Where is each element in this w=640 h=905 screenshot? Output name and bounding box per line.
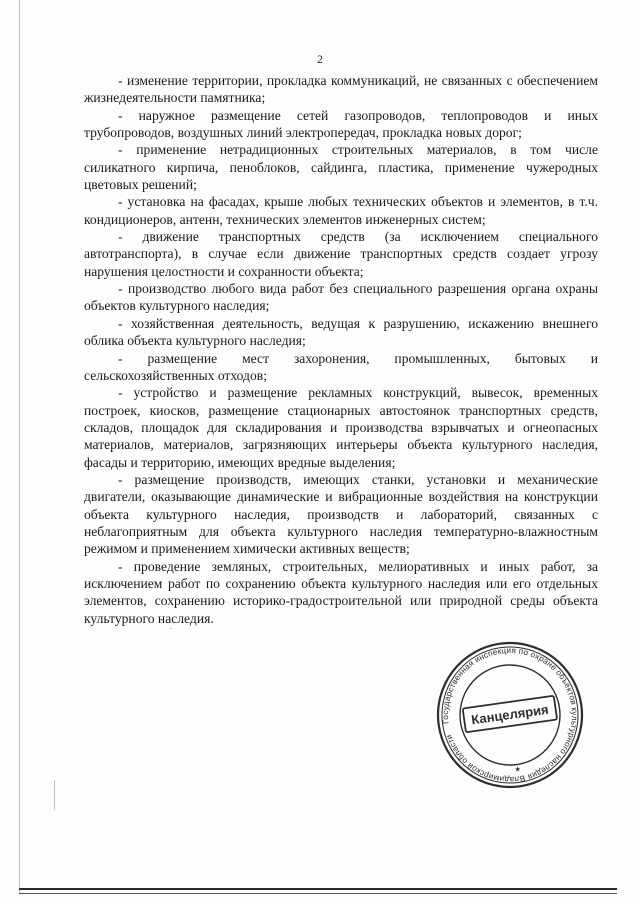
stamp-star-icon: ★ [513, 765, 522, 774]
scan-mark [170, 628, 172, 629]
paragraph-materials: - применение нетрадиционных строительных материалов, в том числе силикатного кирпича, пеноблоков, сайдинга, пластика, применение чужеродных цветовых решений; [84, 142, 598, 193]
paragraph-waste-disposal: - размещение мест захоронения, промышленных, бытовых и сельскохозяйственных отходов; [84, 350, 598, 383]
paragraph-works-without-permit: - производство любого вида работ без специального разрешения органа охраны объектов культурного наследия; [84, 281, 598, 314]
paragraph-industrial-production: - размещение производств, имеющих станки, установки и механические двигатели, оказывающие динамические и вибрационные воздействия на конструкции объекта культурного наследия, производств и лабораторий, связанных с неблагоприятным для объекта культурного наследия температурно-влажностным режимом и применением химически активных веществ; [84, 471, 598, 557]
paragraph-economic-activity: - хозяйственная деятельность, ведущая к разрушению, искажению внешнего облика объекта культурного наследия; [84, 315, 598, 349]
paragraph-advertising-structures: - устройство и размещение рекламных конструкций, вывесок, временных построек, киосков, размещение стационарных автостоянок транспортных средств, складов, площадок для складирования и производства взрывчатых и огнеопасных материалов, материалов, загрязняющих интерьеры объекта культурного наследия, фасады и территорию, имеющих вредные выделения; [84, 385, 598, 470]
document-body [84, 72, 598, 627]
scan-mark [54, 780, 55, 810]
paragraph-pipelines: - наружное размещение сетей газопроводов, теплопроводов и иных трубопроводов, воздушных линий электропередач, прокладка новых дорог; [84, 107, 598, 141]
bottom-border [19, 888, 617, 890]
stamp-label: Канцелярия [470, 701, 550, 728]
scan-left-edge [19, 0, 20, 895]
paragraph-territory-change: - изменение территории, прокладка коммуникаций, не связанных с обеспечением жизнедеятельности памятника; [84, 73, 598, 106]
paragraph-facade-equipment: - установка на фасадах, крыше любых технических объектов и элементов, в т.ч. кондиционеров, антенн, технических элементов инженерных систем; [84, 194, 598, 227]
paragraph-earthworks: - проведение земляных, строительных, мелиоративных и иных работ, за исключением работ по сохранению объекта культурного наследия или его отдельных элементов, сохранению историко-градостроительной или природной среды объекта культурного наследия. [84, 558, 598, 626]
page-number: 2 [317, 52, 323, 66]
bottom-border-thin [19, 893, 617, 894]
stamp-ring-text: Государственная инспекция по охране объектов культурного наследия Владимирской области [440, 645, 580, 785]
office-stamp [430, 640, 590, 790]
paragraph-vehicle-traffic: - движение транспортных средств (за исключением специального автотранспорта), в случае если движение транспортных средств создает угрозу нарушения целостности и сохранности объекта; [84, 229, 598, 279]
